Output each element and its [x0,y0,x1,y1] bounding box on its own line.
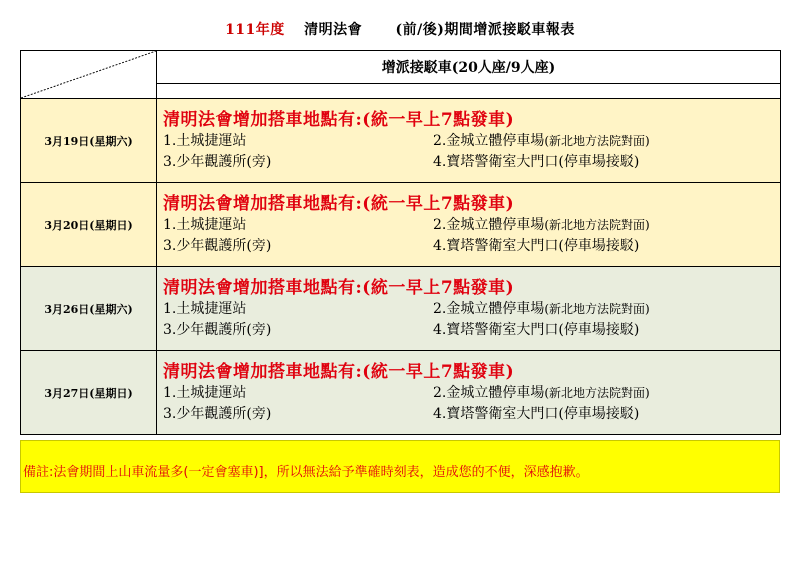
diagonal-line [21,51,156,98]
stop-3: 3.少年觀護所(旁) [163,153,272,170]
header-spacer [157,84,781,99]
stop-2-name: 2.金城立體停車場 [433,132,545,149]
schedule-row [21,351,781,435]
stop-2 [433,215,774,236]
pickup-stops [163,383,774,425]
pickup-headline: 清明法會增加搭車地點有:(統一早上7點發車) [163,193,515,214]
schedule-row [21,99,781,183]
schedule-row [21,183,781,267]
pickup-stops [163,299,774,341]
pickup-info-cell [157,267,781,351]
pickup-headline: 清明法會增加搭車地點有:(統一早上7點發車) [163,109,515,130]
corner-diagonal-cell [21,51,157,99]
pickup-headline: 清明法會增加搭車地點有:(統一早上7點發車) [163,361,515,382]
date-cell: 3月20日(星期日) [21,183,157,267]
shuttle-schedule-table [20,50,781,435]
stop-2-note: (新北地方法院對面) [544,301,650,316]
pickup-info-cell [157,183,781,267]
title-year: 111年度 [225,22,285,38]
title-event: 清明法會 [304,22,363,38]
stop-2-name: 2.金城立體停車場 [433,300,545,317]
stop-4: 4.寶塔警衛室大門口(停車場接駁) [433,321,640,338]
pickup-info-cell [157,99,781,183]
stop-2 [433,383,774,404]
pickup-headline: 清明法會增加搭車地點有:(統一早上7點發車) [163,277,515,298]
pickup-info-cell [157,351,781,435]
date-cell: 3月27日(星期日) [21,351,157,435]
stop-2 [433,131,774,152]
pickup-stops [163,215,774,257]
stop-4: 4.寶塔警衛室大門口(停車場接駁) [433,405,640,422]
stop-3: 3.少年觀護所(旁) [163,237,272,254]
pickup-stops [163,131,774,173]
page-title [0,19,800,39]
stop-1: 1.土城捷運站 [163,300,247,317]
stop-4: 4.寶塔警衛室大門口(停車場接駁) [433,153,640,170]
remark-note: 備註:法會期間上山車流量多(一定會塞車)]，所以無法給予準確時刻表，造成您的不便，深感抱歉。 [20,440,780,493]
stop-4: 4.寶塔警衛室大門口(停車場接駁) [433,237,640,254]
column-header: 增派接駁車(20人座/9人座) [157,51,781,84]
stop-1: 1.土城捷運站 [163,216,247,233]
date-cell: 3月19日(星期六) [21,99,157,183]
stop-2-note: (新北地方法院對面) [544,133,650,148]
stop-1: 1.土城捷運站 [163,132,247,149]
schedule-row [21,267,781,351]
stop-3: 3.少年觀護所(旁) [163,321,272,338]
date-cell: 3月26日(星期六) [21,267,157,351]
stop-1: 1.土城捷運站 [163,384,247,401]
stop-3: 3.少年觀護所(旁) [163,405,272,422]
stop-2-name: 2.金城立體停車場 [433,384,545,401]
stop-2-note: (新北地方法院對面) [544,385,650,400]
title-rest: (前/後)期間增派接駁車報表 [395,22,575,38]
stop-2-name: 2.金城立體停車場 [433,216,545,233]
stop-2 [433,299,774,320]
stop-2-note: (新北地方法院對面) [544,217,650,232]
